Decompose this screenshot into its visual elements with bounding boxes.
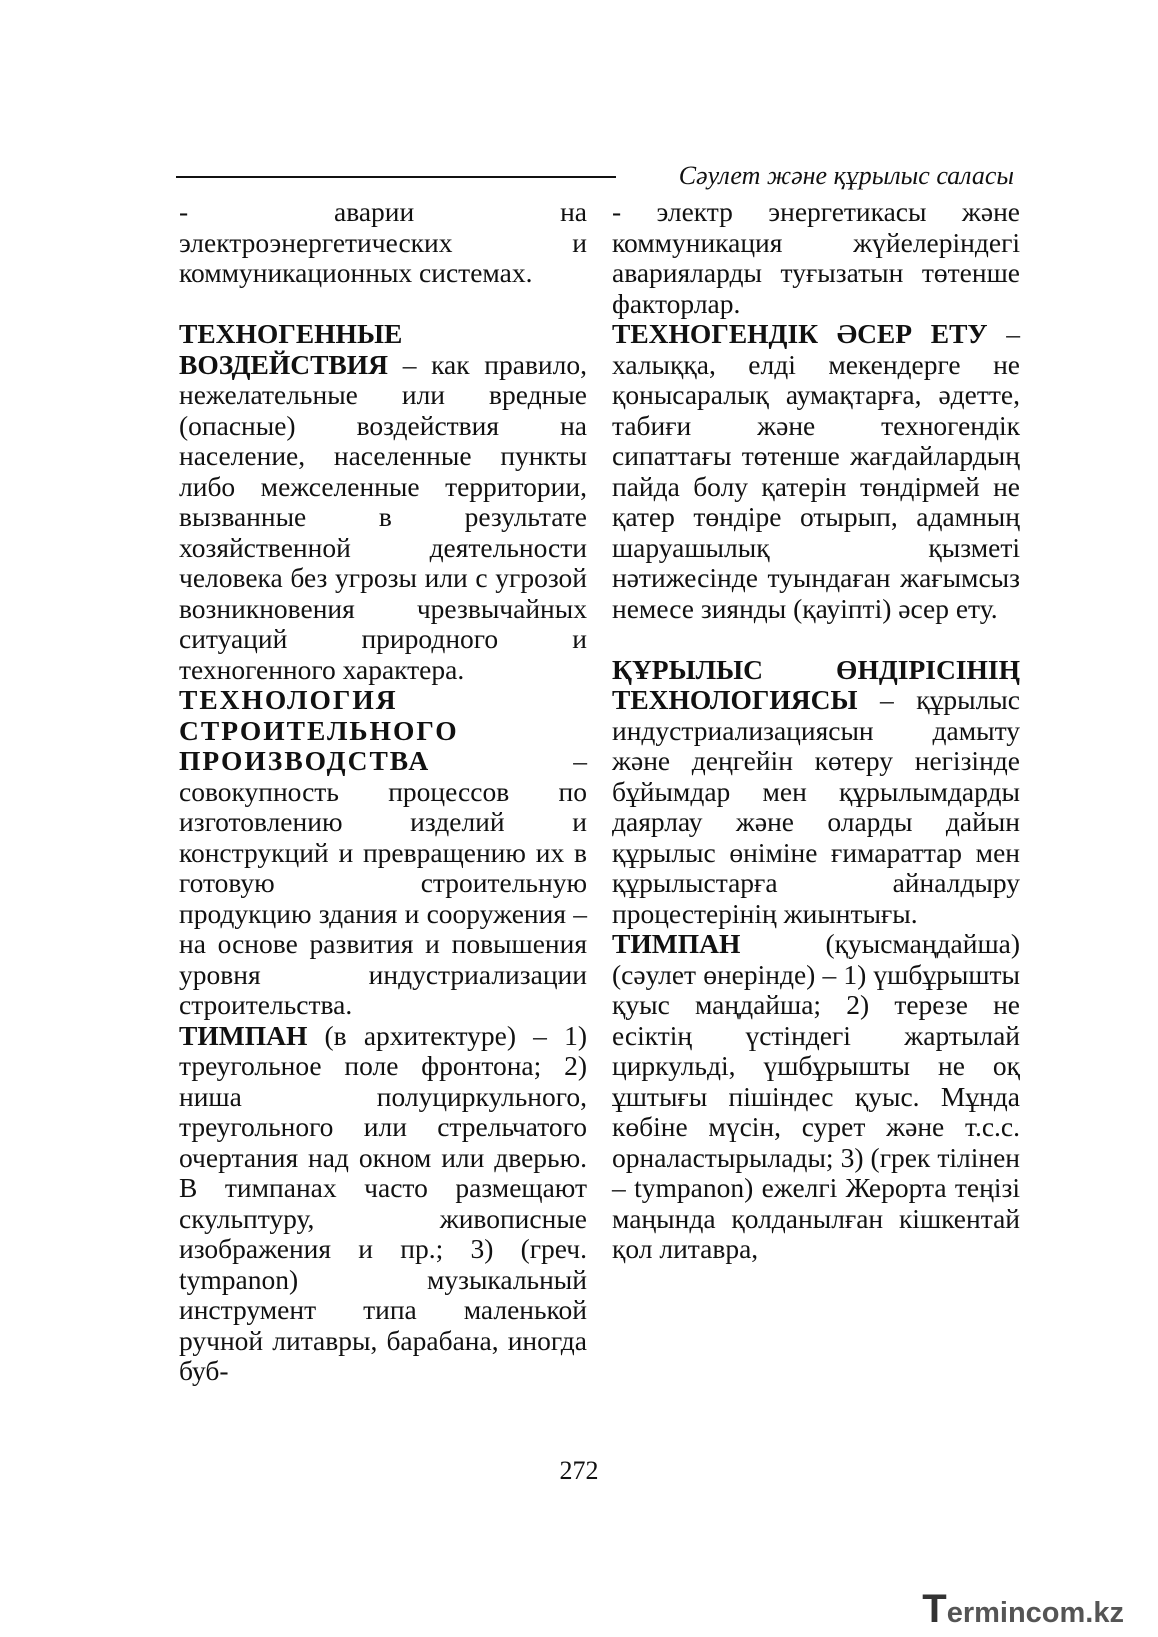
watermark-initial: T [922,1587,947,1631]
entry-definition: (қуысмаңдайша) (сәулет өнерінде) – 1) үшбұрышты қуыс маңдайша; 2) терезе не есіктің үстіндегі жартылай циркульді, үшбұрышты не оқ ұштығы пішіндес қуыс. Мұнда көбіне мүсін, сурет және т.с.с. орналастырылады; 3) (грек тілінен – tympanon) ежелгі Жерорта теңізі маңында қолданылған кішкентай қол литавра, [612,928,1020,1264]
entry-construction-technology-kz [612,655,1020,930]
entry-definition: – халыққа, елді мекендерге не қонысаралық аумақтарға, әдетте, табиғи және техногендік сипаттағы төтенше жағдайлардың пайда болу қатерін төндірмей не қатер төндіре отырып, адамның шаруашылық қызметі нәтижесінде туындаған жағымсыз немесе зиянды (қауіпті) әсер ету. [612,318,1020,624]
running-header [176,158,1014,194]
watermark-text: ermincom.kz [946,1597,1124,1629]
spacer [179,289,587,320]
spacer [612,624,1020,655]
header-title: Сәулет және құрылыс саласы [678,161,1014,190]
entry-term: ҚҰРЫЛЫС ӨНДІРІСІНІҢ ТЕХНОЛОГИЯСЫ [612,653,1020,715]
entry-construction-technology [179,685,587,1021]
entry-term: ТИМПАН [612,928,741,959]
entry-tympanum [179,1021,587,1387]
entry-definition: – как правило, нежелательные или вредные (опасные) воздействия на население, населенные пункты либо межселенные территории, вызванные в результате хозяйственной деятельности человека без угрозы или с угрозой возникновения чрезвычайных ситуаций природного и техногенного характера. [179,348,587,685]
entry-definition: – совокупность процессов по изготовлению изделий и конструкций и превращению их в готовую строительную продукцию здания и сооружения – на основе развития и повышения уровня индустриализации строительства. [179,745,587,1020]
right-column-kazakh [612,197,1020,1265]
entry-definition: (в архитектуре) – 1) треугольное поле фронтона; 2) ниша полуциркульного, треугольного или стрельчатого очертания над окном или дверью. В тимпанах часто размещают скульптуру, живописные изображения и пр.; 3) (греч. tympanon) музыкальный инструмент типа маленькой ручной литавры, барабана, иногда буб- [179,1019,587,1386]
entry-definition: – құрылыс индустриализациясын дамыту және деңгейін көтеру негізінде бұйымдар мен құрылымдарды даярлау және оларды дайын құрылыс өніміне ғимараттар мен құрылыстарға айналдыру процестерінің жиынтығы. [612,684,1020,929]
entry-tympanum-kz [612,929,1020,1265]
entry-continuation: - аварии на электроэнергетических и коммуникационных системах. [179,196,587,288]
entry-technogenic-impacts [179,319,587,685]
header-rule [176,176,616,178]
entry-term: ТЕХНОГЕННЫЕ ВОЗДЕЙСТВИЯ [179,318,403,380]
entry-term: ТЕХНОЛОГИЯ СТРОИТЕЛЬНОГО ПРОИЗВОДСТВА [179,684,459,776]
site-watermark-logo [922,1587,1124,1631]
entry-term: ТИМПАН [179,1019,308,1051]
left-column-russian [179,197,587,1387]
entry-term: ТЕХНОГЕНДІК ӘСЕР ЕТУ [612,318,988,349]
entry-technogenic-impact-kz [612,319,1020,624]
entry-continuation: - электр энергетикасы және коммуникация жүйелеріндегі аварияларды туғызатын төтенше факторлар. [612,196,1020,319]
page-number: 272 [559,1456,599,1485]
